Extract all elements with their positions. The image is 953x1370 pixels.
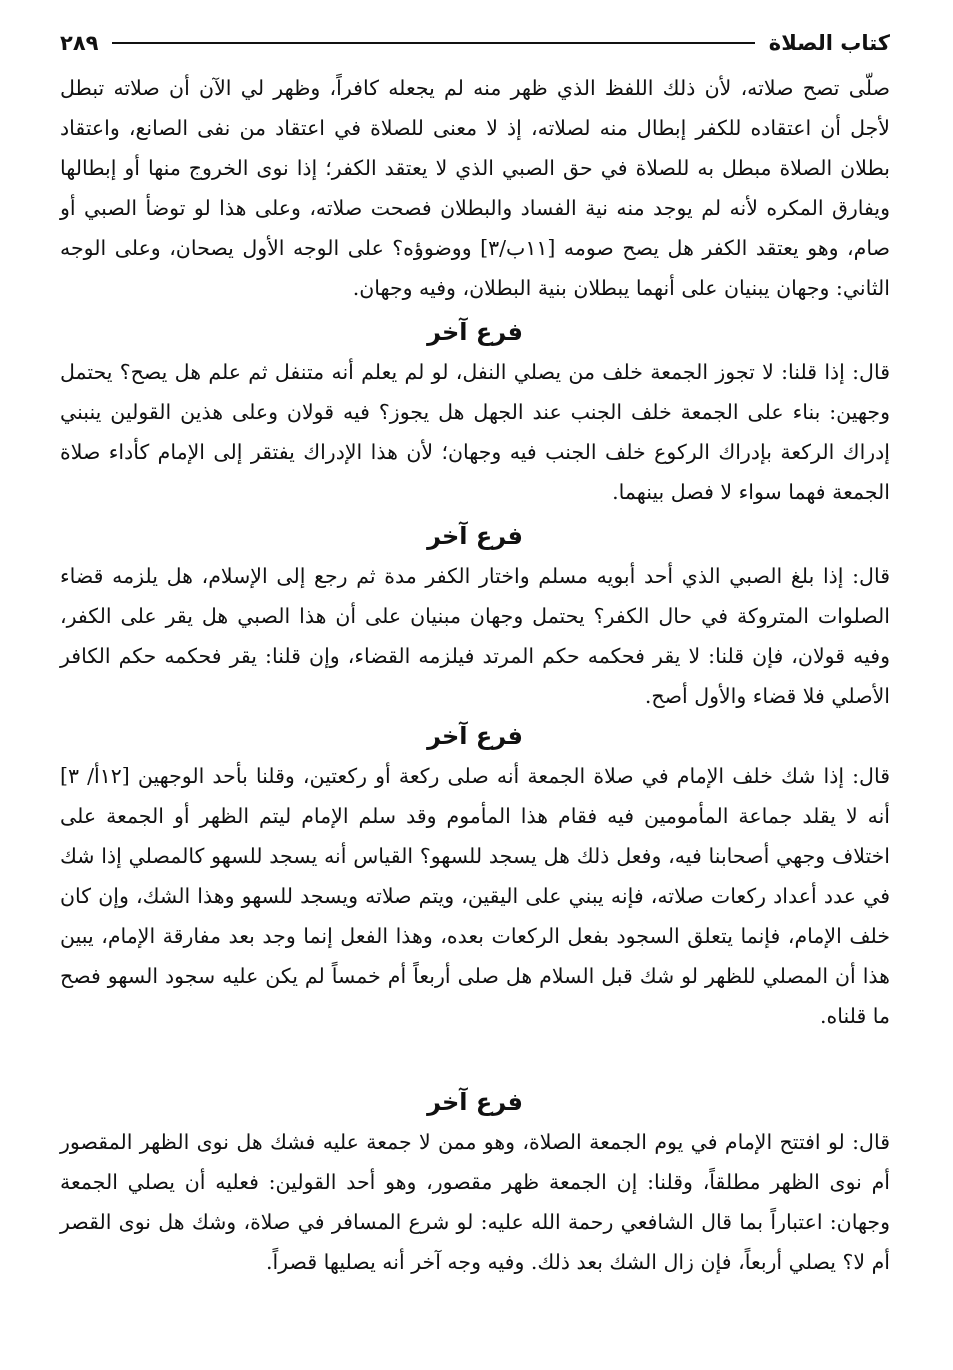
running-title: كتاب الصلاة: [768, 31, 890, 55]
running-header: [60, 28, 890, 58]
paragraph: قال: لو افتتح الإمام في يوم الجمعة الصلاة، وهو ممن لا جمعة عليه فشك هل نوى الظهر المقصور أم نوى الظهر مطلقاً، وقلنا: إن الجمعة ظهر مقصور، وهو أحد القولين: فعليه أن يصلي الجمعة وجهان: اعتباراً بما قال الشافعي رحمة الله عليه: لو شرع المسافر في صلاة، وشك هل نوى القصر أم لا؟ يصلي أربعاً، فإن زال الشك بعد ذلك. وفيه وجه آخر أنه يصليها قصراً.: [60, 1130, 890, 1274]
section-heading: فرع آخر: [427, 1088, 523, 1116]
header-rule: [112, 42, 754, 44]
section-heading: فرع آخر: [427, 522, 523, 550]
section-heading: فرع آخر: [427, 318, 523, 346]
book-page: [60, 28, 890, 1348]
page-number: ٢٨٩: [60, 31, 99, 55]
paragraph: صلّى تصح صلاته، لأن ذلك اللفظ الذي ظهر منه لم يجعله كافراً، وظهر لي الآن أن صلاته تبطل لأجل أن اعتقاده للكفر إبطال منه لصلاته، إذ لا معنى للصلاة في اعتقاد من نفى الصانع، واعتقاد بطلان الصلاة مبطل به للصلاة في حق الصبي الذي لا يعتقد الكفر؛ إذا نوى الخروج منها أو إبطالها ويفارق المكره لأنه لم يوجد منه نية الفساد والبطلان فصحت صلاته، وعلى هذا لو توضأ الصبي أو صام، وهو يعتقد الكفر هل يصح صومه [١١ب/٣] ووضوؤه؟ على الوجه الأول يصحان، وعلى الوجه الثاني: وجهان يبنيان على أنهما يبطلان بنية البطلان، وفيه وجهان.: [60, 76, 890, 300]
paragraph: قال: إذا شك خلف الإمام في صلاة الجمعة أنه صلى ركعة أو ركعتين، وقلنا بأحد الوجهين [١٢أ/ ٣] أنه لا يقلد جماعة المأمومين فيه فقام هذا المأموم وقد سلم الإمام ليتم الظهر أو الجمعة على اختلاف وجهي أصحابنا فيه، وفعل ذلك هل يسجد للسهو؟ القياس أنه يسجد للسهو كالمصلي إذا شك في عدد أعداد ركعات صلاته، فإنه يبني على اليقين، ويتم صلاته ويسجد للسهو وهذا الشك، وإن كان خلف الإمام، فإنما يتعلق السجود بفعل الركعات بعده، وهذا الفعل إنما وجد بعد مفارقة الإمام، يبين هذا أن المصلي للظهر لو شك قبل السلام هل صلى أربعاً أم خمساً لم يكن عليه سجود السهو فصح ما قلناه.: [60, 764, 890, 1028]
paragraph: قال: إذا بلغ الصبي الذي أحد أبويه مسلم واختار الكفر مدة ثم رجع إلى الإسلام، هل يلزمه قضاء الصلوات المتروكة في حال الكفر؟ يحتمل وجهان مبنيان على أن هذا الصبي هل يقر على الكفر، وفيه قولان، فإن قلنا: لا يقر فحكمه حكم المرتد فيلزمه القضاء، وإن قلنا: يقر فحكمه حكم الكافر الأصلي فلا قضاء والأول أصح.: [60, 564, 890, 708]
paragraph: قال: إذا قلنا: لا تجوز الجمعة خلف من يصلي النفل، لو لم يعلم أنه متنفل ثم علم هل يصح؟ يحتمل وجهين: بناء على الجمعة خلف الجنب عند الجهل هل يجوز؟ فيه قولان وعلى هذين القولين ينبني إدراك الركعة بإدراك الركوع خلف الجنب فيه وجهان؛ لأن هذا الإدراك يفتقر إلى الإمام كأداء صلاة الجمعة فهما سواء لا فصل بينهما.: [60, 360, 890, 504]
section-heading: فرع آخر: [427, 722, 523, 750]
